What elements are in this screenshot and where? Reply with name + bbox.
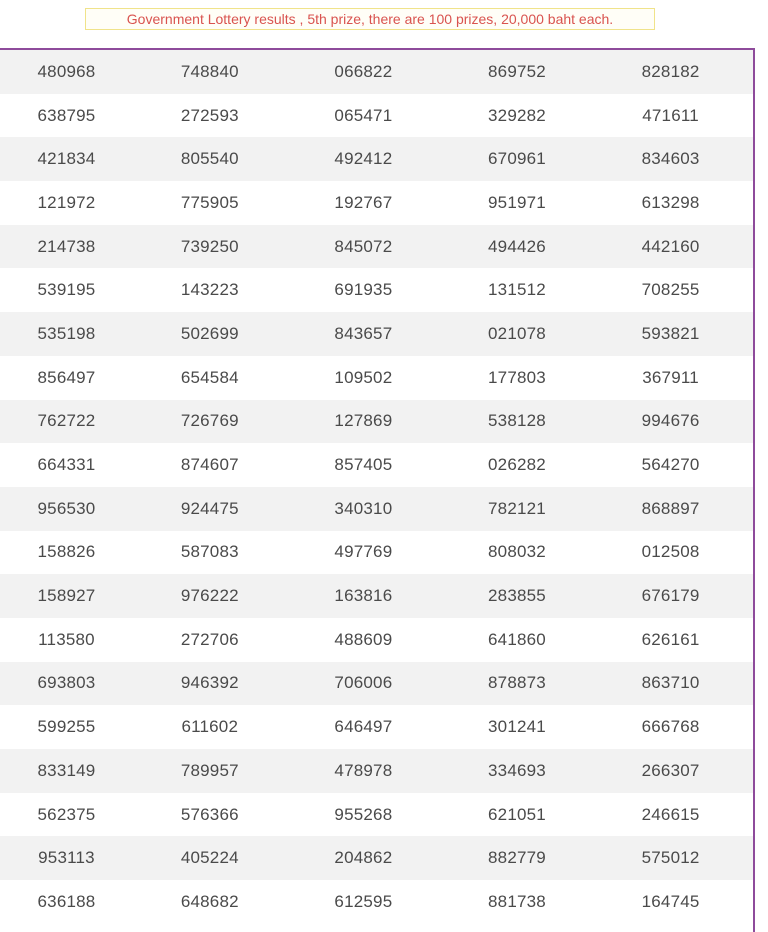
lottery-number-cell: 065471 bbox=[334, 105, 393, 125]
lottery-number-cell: 121972 bbox=[37, 192, 96, 212]
lottery-number-cell: 706006 bbox=[334, 673, 393, 693]
table-row bbox=[0, 705, 753, 749]
lottery-number-cell: 693803 bbox=[37, 673, 96, 693]
lottery-number-cell: 131512 bbox=[488, 280, 546, 300]
lottery-number-cell: 066822 bbox=[334, 61, 393, 81]
lottery-number-cell: 994676 bbox=[641, 411, 700, 431]
lottery-number-cell: 808032 bbox=[488, 542, 546, 562]
lottery-number-cell: 367911 bbox=[642, 367, 699, 387]
lottery-number-cell: 158826 bbox=[37, 542, 96, 562]
lottery-number-cell: 882779 bbox=[488, 848, 546, 868]
lottery-number-cell: 843657 bbox=[334, 323, 393, 343]
lottery-number-cell: 587083 bbox=[180, 542, 239, 562]
table-row bbox=[0, 662, 753, 706]
lottery-number-cell: 611602 bbox=[181, 717, 239, 737]
lottery-number-cell: 593821 bbox=[641, 323, 700, 343]
lottery-number-cell: 670961 bbox=[488, 149, 546, 169]
lottery-number-cell: 272593 bbox=[180, 105, 239, 125]
lottery-number-cell: 946392 bbox=[180, 673, 239, 693]
lottery-number-cell: 026282 bbox=[488, 455, 546, 475]
lottery-number-cell: 113580 bbox=[38, 629, 95, 649]
lottery-number-cell: 177803 bbox=[488, 367, 546, 387]
lottery-number-cell: 421834 bbox=[37, 149, 96, 169]
lottery-number-cell: 204862 bbox=[334, 848, 393, 868]
lottery-number-cell: 857405 bbox=[334, 455, 393, 475]
lottery-number-cell: 856497 bbox=[37, 367, 96, 387]
lottery-number-cell: 726769 bbox=[180, 411, 239, 431]
lottery-number-cell: 748840 bbox=[180, 61, 239, 81]
lottery-number-cell: 488609 bbox=[334, 629, 393, 649]
table-row bbox=[0, 137, 753, 181]
lottery-number-cell: 863710 bbox=[641, 673, 700, 693]
lottery-number-cell: 539195 bbox=[37, 280, 96, 300]
lottery-number-cell: 329282 bbox=[488, 105, 546, 125]
table-row bbox=[0, 487, 753, 531]
lottery-number-cell: 626161 bbox=[641, 629, 700, 649]
lottery-number-cell: 478978 bbox=[334, 760, 393, 780]
lottery-number-cell: 646497 bbox=[334, 717, 393, 737]
table-row bbox=[0, 400, 753, 444]
lottery-number-cell: 708255 bbox=[641, 280, 700, 300]
lottery-number-cell: 612595 bbox=[334, 891, 393, 911]
lottery-number-cell: 301241 bbox=[488, 717, 546, 737]
lottery-number-cell: 666768 bbox=[641, 717, 700, 737]
lottery-number-cell: 953113 bbox=[38, 848, 95, 868]
table-row bbox=[0, 50, 753, 94]
results-table bbox=[0, 48, 755, 932]
lottery-number-cell: 127869 bbox=[334, 411, 393, 431]
lottery-number-cell: 012508 bbox=[641, 542, 700, 562]
lottery-number-cell: 109502 bbox=[334, 367, 393, 387]
table-row bbox=[0, 443, 753, 487]
lottery-number-cell: 613298 bbox=[641, 192, 700, 212]
prize-caption: Government Lottery results , 5th prize, there are 100 prizes, 20,000 baht each. bbox=[85, 8, 655, 30]
lottery-number-cell: 868897 bbox=[641, 498, 700, 518]
lottery-number-cell: 833149 bbox=[37, 760, 96, 780]
table-row bbox=[0, 574, 753, 618]
lottery-number-cell: 834603 bbox=[641, 149, 700, 169]
lottery-number-cell: 924475 bbox=[180, 498, 239, 518]
lottery-number-cell: 648682 bbox=[180, 891, 239, 911]
lottery-number-cell: 845072 bbox=[334, 236, 393, 256]
lottery-number-cell: 334693 bbox=[488, 760, 546, 780]
table-row bbox=[0, 793, 753, 837]
lottery-number-cell: 641860 bbox=[488, 629, 546, 649]
lottery-number-cell: 575012 bbox=[641, 848, 700, 868]
lottery-number-cell: 538128 bbox=[488, 411, 546, 431]
lottery-number-cell: 442160 bbox=[641, 236, 700, 256]
lottery-number-cell: 878873 bbox=[488, 673, 546, 693]
lottery-number-cell: 143223 bbox=[180, 280, 239, 300]
lottery-number-cell: 164745 bbox=[641, 891, 700, 911]
lottery-number-cell: 214738 bbox=[37, 236, 96, 256]
lottery-number-cell: 739250 bbox=[180, 236, 239, 256]
lottery-number-cell: 562375 bbox=[37, 804, 96, 824]
lottery-number-cell: 638795 bbox=[37, 105, 96, 125]
table-row bbox=[0, 312, 753, 356]
lottery-number-cell: 636188 bbox=[37, 891, 96, 911]
lottery-number-cell: 576366 bbox=[180, 804, 239, 824]
lottery-number-cell: 492412 bbox=[334, 149, 393, 169]
lottery-number-cell: 955268 bbox=[334, 804, 393, 824]
lottery-number-cell: 246615 bbox=[641, 804, 700, 824]
lottery-number-cell: 021078 bbox=[488, 323, 546, 343]
lottery-number-cell: 621051 bbox=[488, 804, 546, 824]
lottery-number-cell: 480968 bbox=[37, 61, 96, 81]
lottery-number-cell: 691935 bbox=[334, 280, 393, 300]
lottery-number-cell: 782121 bbox=[488, 498, 546, 518]
lottery-number-cell: 471611 bbox=[642, 105, 699, 125]
table-row bbox=[0, 618, 753, 662]
lottery-number-cell: 664331 bbox=[37, 455, 96, 475]
table-row bbox=[0, 225, 753, 269]
lottery-number-cell: 283855 bbox=[488, 586, 546, 606]
lottery-number-cell: 869752 bbox=[488, 61, 546, 81]
lottery-number-cell: 535198 bbox=[37, 323, 96, 343]
lottery-number-cell: 163816 bbox=[334, 586, 393, 606]
lottery-number-cell: 775905 bbox=[180, 192, 239, 212]
table-row bbox=[0, 356, 753, 400]
lottery-number-cell: 762722 bbox=[37, 411, 96, 431]
lottery-number-cell: 956530 bbox=[37, 498, 96, 518]
table-row bbox=[0, 880, 753, 924]
lottery-number-cell: 805540 bbox=[180, 149, 239, 169]
lottery-number-cell: 874607 bbox=[180, 455, 239, 475]
lottery-number-cell: 828182 bbox=[641, 61, 700, 81]
lottery-number-cell: 976222 bbox=[180, 586, 239, 606]
lottery-number-cell: 266307 bbox=[641, 760, 700, 780]
lottery-number-cell: 502699 bbox=[180, 323, 239, 343]
lottery-number-cell: 789957 bbox=[180, 760, 239, 780]
lottery-number-cell: 676179 bbox=[641, 586, 700, 606]
lottery-number-cell: 405224 bbox=[180, 848, 239, 868]
lottery-number-cell: 497769 bbox=[334, 542, 393, 562]
lottery-number-cell: 654584 bbox=[180, 367, 239, 387]
table-row bbox=[0, 836, 753, 880]
table-row bbox=[0, 94, 753, 138]
lottery-number-cell: 564270 bbox=[641, 455, 700, 475]
table-row bbox=[0, 531, 753, 575]
lottery-number-cell: 951971 bbox=[488, 192, 546, 212]
table-row bbox=[0, 181, 753, 225]
lottery-number-cell: 494426 bbox=[488, 236, 546, 256]
lottery-number-cell: 599255 bbox=[37, 717, 96, 737]
lottery-number-cell: 272706 bbox=[180, 629, 239, 649]
table-row bbox=[0, 268, 753, 312]
lottery-number-cell: 192767 bbox=[334, 192, 393, 212]
lottery-number-cell: 340310 bbox=[334, 498, 393, 518]
table-row bbox=[0, 749, 753, 793]
lottery-number-cell: 158927 bbox=[37, 586, 96, 606]
lottery-number-cell: 881738 bbox=[488, 891, 546, 911]
